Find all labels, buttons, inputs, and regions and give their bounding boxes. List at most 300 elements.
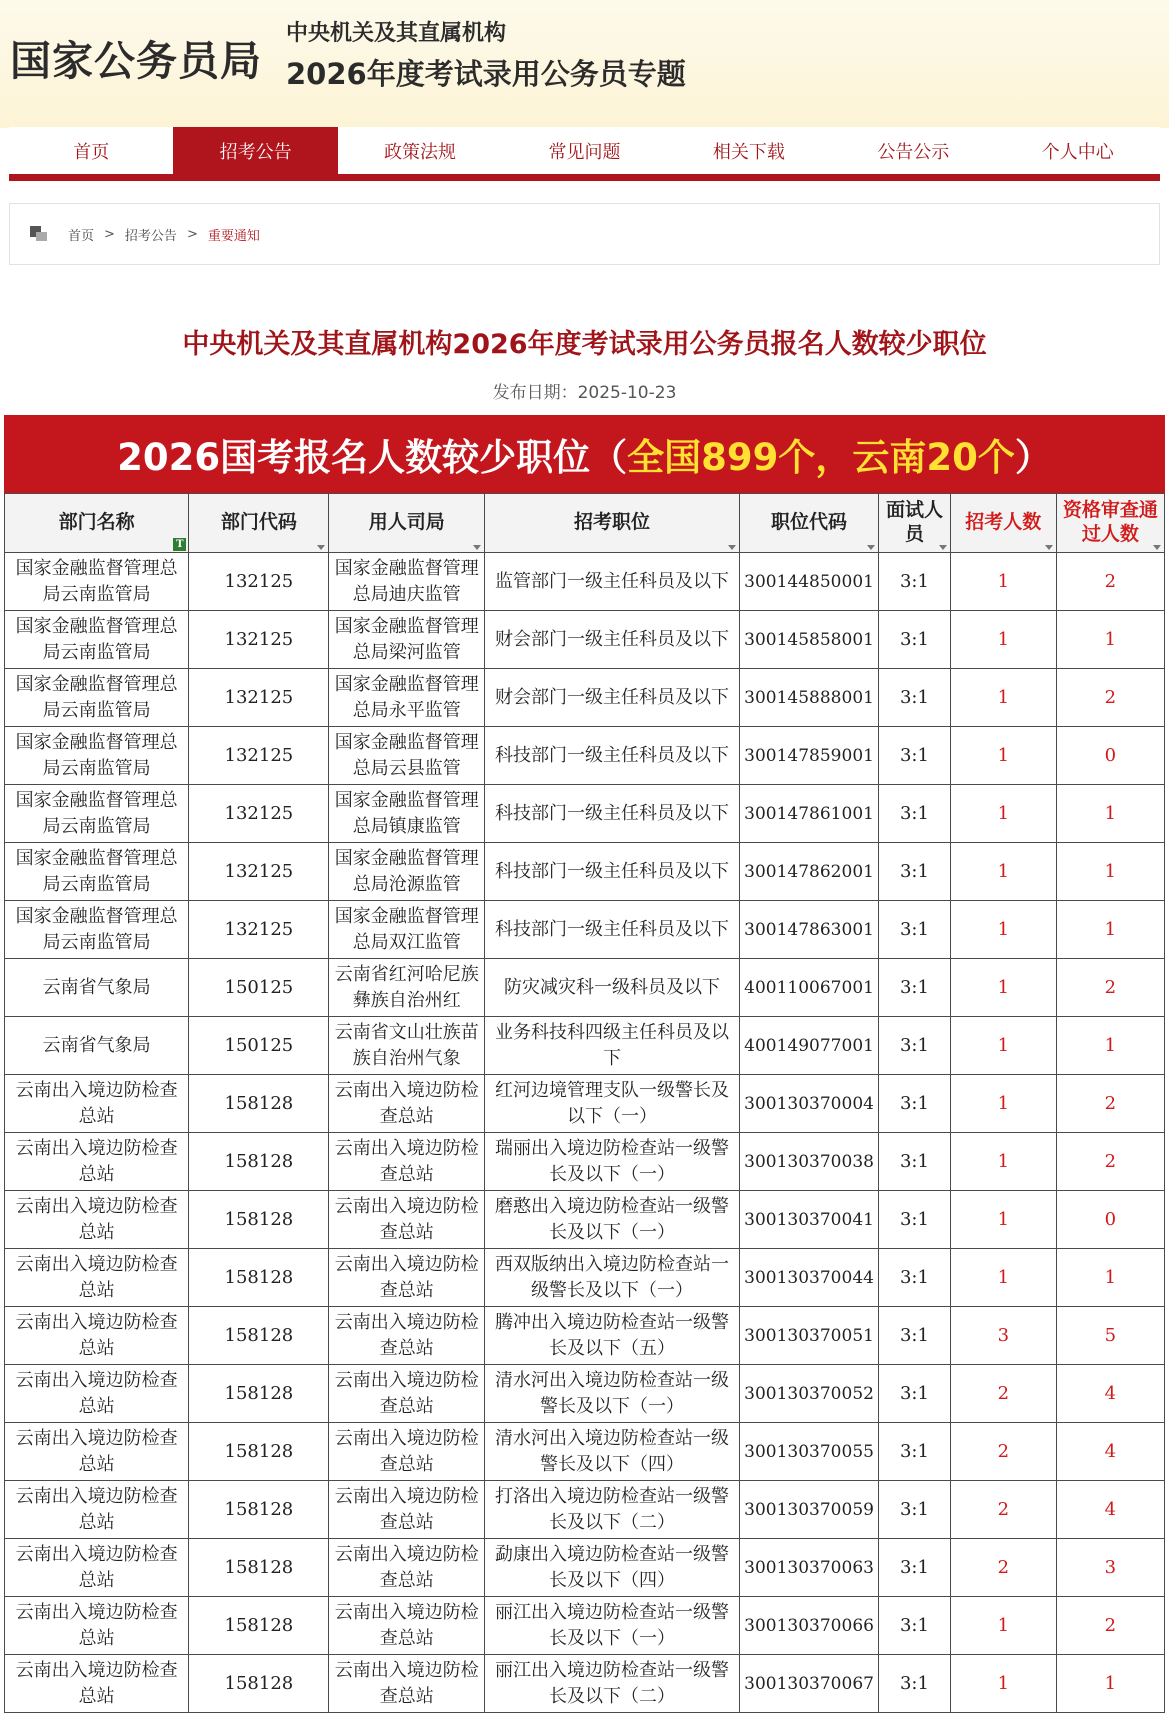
- banner-text-end: ）: [1014, 436, 1052, 479]
- cell-text: 云南出入境边防检查总站: [15, 1601, 178, 1649]
- cell-text: 158128: [224, 1440, 294, 1462]
- cell-qualified-count: [1056, 1017, 1164, 1075]
- column-header-hiring-bureau: [329, 494, 485, 553]
- cell-interview-ratio: [879, 1423, 951, 1481]
- cell-interview-ratio: [879, 1597, 951, 1655]
- cell-position: [485, 1365, 740, 1423]
- breadcrumb-home[interactable]: 首页: [68, 228, 95, 244]
- table-row: [5, 1133, 1165, 1191]
- cell-department-name: [5, 1655, 189, 1713]
- filter-active-icon[interactable]: T: [173, 538, 186, 551]
- cell-department-code: [189, 1655, 329, 1713]
- cell-text: 1: [1104, 802, 1117, 824]
- cell-text: 300147863001: [744, 919, 874, 940]
- cell-qualified-count: [1056, 553, 1164, 611]
- cell-text: 1: [997, 1034, 1010, 1056]
- cell-qualified-count: [1056, 1423, 1164, 1481]
- cell-hiring-bureau: [329, 669, 485, 727]
- cell-department-name: [5, 1597, 189, 1655]
- cell-text: 瑞丽出入境边防检查站一级警长及以下（一）: [495, 1137, 730, 1185]
- cell-text: 3:1: [899, 1672, 929, 1694]
- table-row: [5, 1017, 1165, 1075]
- main-nav: [9, 127, 1160, 181]
- cell-text: 国家金融监督管理总局云南监管局: [15, 557, 178, 605]
- table-row: [5, 1307, 1165, 1365]
- cell-hiring-bureau: [329, 727, 485, 785]
- cell-text: 国家金融监督管理总局永平监管: [334, 673, 479, 721]
- cell-position: [485, 611, 740, 669]
- cell-text: 云南出入境边防检查总站: [334, 1659, 479, 1707]
- cell-text: 防灾减灾科一级科员及以下: [504, 976, 721, 998]
- nav-item-policies[interactable]: 政策法规: [384, 141, 457, 163]
- cell-position-code: [740, 1423, 879, 1481]
- nav-item-announcements[interactable]: 公告公示: [877, 141, 950, 163]
- cell-department-code: [189, 959, 329, 1017]
- cell-text: 150125: [224, 1034, 294, 1056]
- cell-department-name: [5, 553, 189, 611]
- site-header: [0, 0, 1169, 128]
- cell-text: 300130370051: [744, 1325, 874, 1346]
- cell-department-name: [5, 727, 189, 785]
- banner-text: 2026国考报名人数较少职位（: [117, 436, 628, 479]
- table-row: [5, 901, 1165, 959]
- cell-department-name: [5, 1423, 189, 1481]
- cell-text: 西双版纳出入境边防检查站一级警长及以下（一）: [495, 1253, 730, 1301]
- cell-text: 4: [1104, 1498, 1117, 1520]
- cell-text: 国家金融监督管理总局镇康监管: [334, 789, 479, 837]
- cell-hiring-bureau: [329, 1597, 485, 1655]
- cell-qualified-count: [1056, 1133, 1164, 1191]
- cell-position-code: [740, 1655, 879, 1713]
- cell-position-code: [740, 843, 879, 901]
- summary-banner: [4, 415, 1165, 493]
- cell-recruit-count: [950, 843, 1056, 901]
- cell-text: 3:1: [899, 1324, 929, 1346]
- table-row: [5, 1481, 1165, 1539]
- breadcrumb-current[interactable]: 重要通知: [207, 228, 260, 244]
- positions-table-container: [4, 493, 1165, 1713]
- cell-position: [485, 843, 740, 901]
- cell-text: 丽江出入境边防检查站一级警长及以下（二）: [495, 1659, 730, 1707]
- cell-interview-ratio: [879, 1249, 951, 1307]
- cell-interview-ratio: [879, 727, 951, 785]
- cell-text: 1: [997, 802, 1010, 824]
- cell-text: 132125: [224, 570, 294, 592]
- column-header-recruit-count: [950, 494, 1056, 553]
- cell-text: 1: [1104, 1672, 1117, 1694]
- cell-text: 5: [1104, 1324, 1117, 1346]
- cell-position-code: [740, 1365, 879, 1423]
- breadcrumb-separator: >: [104, 226, 115, 242]
- nav-item-recruitment-notices[interactable]: 招考公告: [173, 127, 337, 174]
- cell-text: 158128: [224, 1556, 294, 1578]
- cell-text: 3:1: [899, 570, 929, 592]
- site-subtitle: 中央机关及其直属机构: [286, 21, 507, 46]
- column-header-department-code: [189, 494, 329, 553]
- breadcrumb-recruitment[interactable]: 招考公告: [124, 228, 177, 244]
- cell-recruit-count: [950, 1655, 1056, 1713]
- cell-text: 勐康出入境边防检查站一级警长及以下（四）: [495, 1543, 730, 1591]
- column-header-label: 部门代码: [220, 511, 297, 534]
- publish-date-value: 2025-10-23: [577, 383, 677, 403]
- cell-department-name: [5, 959, 189, 1017]
- table-row: [5, 843, 1165, 901]
- cell-department-code: [189, 843, 329, 901]
- cell-text: 3:1: [899, 976, 929, 998]
- cell-hiring-bureau: [329, 611, 485, 669]
- cell-text: 300130370059: [744, 1499, 874, 1520]
- site-topic-title: 2026年度考试录用公务员专题: [286, 57, 686, 91]
- cell-text: 业务科技科四级主任科员及以下: [495, 1021, 730, 1069]
- cell-position-code: [740, 901, 879, 959]
- cell-department-code: [189, 1017, 329, 1075]
- column-header-department-name: [5, 494, 189, 553]
- cell-text: 1: [997, 976, 1010, 998]
- cell-text: 1: [997, 1266, 1010, 1288]
- cell-text: 云南出入境边防检查总站: [334, 1485, 479, 1533]
- cell-text: 132125: [224, 802, 294, 824]
- cell-department-code: [189, 727, 329, 785]
- cell-department-code: [189, 1423, 329, 1481]
- column-header-label: 资格审查通过人数: [1062, 499, 1158, 545]
- cell-text: 3:1: [899, 1034, 929, 1056]
- cell-qualified-count: [1056, 901, 1164, 959]
- cell-text: 2: [1104, 570, 1117, 592]
- cell-department-name: [5, 1539, 189, 1597]
- breadcrumb: [9, 203, 1160, 265]
- cell-text: 云南出入境边防检查总站: [334, 1137, 479, 1185]
- cell-text: 云南出入境边防检查总站: [15, 1253, 178, 1301]
- banner-highlight: 全国899个，云南20个: [627, 436, 1015, 479]
- cell-interview-ratio: [879, 669, 951, 727]
- cell-text: 云南出入境边防检查总站: [15, 1369, 178, 1417]
- cell-text: 2: [1104, 1150, 1117, 1172]
- cell-interview-ratio: [879, 843, 951, 901]
- cell-hiring-bureau: [329, 1133, 485, 1191]
- cell-qualified-count: [1056, 785, 1164, 843]
- cell-text: 丽江出入境边防检查站一级警长及以下（一）: [495, 1601, 730, 1649]
- cell-text: 2: [997, 1556, 1010, 1578]
- filter-dropdown-icon[interactable]: [473, 545, 481, 550]
- cell-text: 132125: [224, 686, 294, 708]
- cell-text: 云南出入境边防检查总站: [15, 1195, 178, 1243]
- table-row: [5, 1249, 1165, 1307]
- cell-interview-ratio: [879, 611, 951, 669]
- table-row: [5, 669, 1165, 727]
- cell-text: 1: [997, 1092, 1010, 1114]
- cell-text: 300130370041: [744, 1209, 874, 1230]
- cell-text: 云南出入境边防检查总站: [15, 1659, 178, 1707]
- cell-text: 4: [1104, 1440, 1117, 1462]
- cell-text: 1: [997, 1208, 1010, 1230]
- cell-text: 国家金融监督管理总局云南监管局: [15, 731, 178, 779]
- cell-department-name: [5, 1481, 189, 1539]
- cell-text: 300130370052: [744, 1383, 874, 1404]
- cell-position-code: [740, 1133, 879, 1191]
- cell-position: [485, 901, 740, 959]
- cell-text: 2: [997, 1440, 1010, 1462]
- cell-position-code: [740, 785, 879, 843]
- cell-text: 1: [997, 918, 1010, 940]
- cell-department-code: [189, 669, 329, 727]
- cell-text: 云南出入境边防检查总站: [334, 1311, 479, 1359]
- column-header-label: 职位代码: [771, 511, 848, 534]
- cell-text: 3:1: [899, 918, 929, 940]
- cell-qualified-count: [1056, 1365, 1164, 1423]
- cell-text: 国家金融监督管理总局双江监管: [334, 905, 479, 953]
- cell-recruit-count: [950, 1597, 1056, 1655]
- cell-department-name: [5, 1017, 189, 1075]
- cell-text: 国家金融监督管理总局云南监管局: [15, 789, 178, 837]
- cell-position-code: [740, 611, 879, 669]
- nav-item-home[interactable]: 首页: [73, 141, 110, 163]
- cell-department-code: [189, 901, 329, 959]
- cell-text: 3:1: [899, 744, 929, 766]
- cell-text: 3: [997, 1324, 1010, 1346]
- cell-recruit-count: [950, 1133, 1056, 1191]
- cell-text: 1: [997, 628, 1010, 650]
- cell-text: 2: [997, 1382, 1010, 1404]
- cell-text: 300147861001: [744, 803, 874, 824]
- cell-text: 云南出入境边防检查总站: [15, 1137, 178, 1185]
- cell-interview-ratio: [879, 1017, 951, 1075]
- cell-position: [485, 1133, 740, 1191]
- nav-item-downloads[interactable]: 相关下载: [712, 141, 785, 163]
- cell-department-code: [189, 1307, 329, 1365]
- cell-text: 1: [997, 686, 1010, 708]
- cell-text: 300145888001: [744, 687, 874, 708]
- cell-department-name: [5, 611, 189, 669]
- cell-text: 1: [997, 1614, 1010, 1636]
- cell-department-code: [189, 611, 329, 669]
- column-header-label: 招考职位: [574, 511, 651, 534]
- cell-text: 3:1: [899, 802, 929, 824]
- filter-dropdown-icon[interactable]: [939, 545, 947, 550]
- table-row: [5, 1539, 1165, 1597]
- cell-text: 1: [1104, 1266, 1117, 1288]
- cell-qualified-count: [1056, 611, 1164, 669]
- cell-position: [485, 1249, 740, 1307]
- cell-text: 132125: [224, 744, 294, 766]
- article-title: 中央机关及其直属机构2026年度考试录用公务员报名人数较少职位: [182, 329, 987, 360]
- filter-dropdown-icon[interactable]: [867, 545, 875, 550]
- cell-hiring-bureau: [329, 1655, 485, 1713]
- cell-recruit-count: [950, 1017, 1056, 1075]
- cell-text: 国家金融监督管理总局云南监管局: [15, 847, 178, 895]
- cell-qualified-count: [1056, 669, 1164, 727]
- cell-department-name: [5, 1365, 189, 1423]
- cell-text: 云南出入境边防检查总站: [334, 1369, 479, 1417]
- cell-text: 300144850001: [744, 571, 874, 592]
- cell-text: 3:1: [899, 686, 929, 708]
- cell-position: [485, 1597, 740, 1655]
- cell-department-name: [5, 785, 189, 843]
- cell-qualified-count: [1056, 1075, 1164, 1133]
- cell-qualified-count: [1056, 1191, 1164, 1249]
- cell-text: 158128: [224, 1324, 294, 1346]
- cell-position-code: [740, 1075, 879, 1133]
- cell-position: [485, 1075, 740, 1133]
- cell-department-code: [189, 553, 329, 611]
- cell-position-code: [740, 553, 879, 611]
- column-header-position: [485, 494, 740, 553]
- cell-recruit-count: [950, 611, 1056, 669]
- cell-department-name: [5, 1249, 189, 1307]
- table-row: [5, 553, 1165, 611]
- cell-qualified-count: [1056, 1597, 1164, 1655]
- cell-interview-ratio: [879, 1307, 951, 1365]
- cell-text: 腾冲出入境边防检查站一级警长及以下（五）: [495, 1311, 730, 1359]
- cell-text: 云南省文山壮族苗族自治州气象: [334, 1021, 479, 1069]
- cell-position: [485, 1191, 740, 1249]
- cell-hiring-bureau: [329, 553, 485, 611]
- cell-qualified-count: [1056, 1249, 1164, 1307]
- cell-position: [485, 669, 740, 727]
- cell-text: 国家金融监督管理总局云南监管局: [15, 673, 178, 721]
- publish-date: [0, 378, 1169, 403]
- cell-interview-ratio: [879, 901, 951, 959]
- cell-hiring-bureau: [329, 1075, 485, 1133]
- cell-text: 清水河出入境边防检查站一级警长及以下（四）: [495, 1427, 730, 1475]
- cell-position: [485, 553, 740, 611]
- cell-text: 科技部门一级主任科员及以下: [495, 802, 730, 824]
- cell-department-name: [5, 1075, 189, 1133]
- breadcrumb-separator: >: [186, 226, 198, 242]
- column-header-position-code: [740, 494, 879, 553]
- cell-text: 158128: [224, 1208, 294, 1230]
- cell-text: 1: [997, 1672, 1010, 1694]
- cell-recruit-count: [950, 901, 1056, 959]
- cell-text: 2: [1104, 1614, 1117, 1636]
- cell-text: 3:1: [899, 1092, 929, 1114]
- table-row: [5, 959, 1165, 1017]
- filter-dropdown-icon[interactable]: [317, 545, 325, 550]
- cell-hiring-bureau: [329, 901, 485, 959]
- cell-department-code: [189, 1249, 329, 1307]
- cell-text: 国家金融监督管理总局梁河监管: [334, 615, 479, 663]
- cell-recruit-count: [950, 1249, 1056, 1307]
- table-row: [5, 1365, 1165, 1423]
- cell-department-name: [5, 1191, 189, 1249]
- cell-department-code: [189, 1365, 329, 1423]
- cell-hiring-bureau: [329, 1307, 485, 1365]
- cell-text: 3:1: [899, 1208, 929, 1230]
- cell-hiring-bureau: [329, 785, 485, 843]
- cell-text: 158128: [224, 1672, 294, 1694]
- column-header-label: 部门名称: [58, 511, 135, 534]
- cell-interview-ratio: [879, 1075, 951, 1133]
- cell-text: 云南出入境边防检查总站: [15, 1311, 178, 1359]
- cell-text: 财会部门一级主任科员及以下: [495, 686, 730, 708]
- cell-text: 2: [997, 1498, 1010, 1520]
- cell-qualified-count: [1056, 1481, 1164, 1539]
- cell-hiring-bureau: [329, 1365, 485, 1423]
- table-row: [5, 1597, 1165, 1655]
- cell-position-code: [740, 669, 879, 727]
- cell-text: 国家金融监督管理总局沧源监管: [334, 847, 479, 895]
- cell-department-code: [189, 1481, 329, 1539]
- cell-text: 4: [1104, 1382, 1117, 1404]
- cell-position-code: [740, 1307, 879, 1365]
- cell-hiring-bureau: [329, 843, 485, 901]
- cell-recruit-count: [950, 785, 1056, 843]
- cell-text: 300147859001: [744, 745, 874, 766]
- filter-dropdown-icon[interactable]: [728, 545, 736, 550]
- cell-text: 3:1: [899, 1556, 929, 1578]
- filter-dropdown-icon[interactable]: [1045, 545, 1053, 550]
- table-row: [5, 785, 1165, 843]
- cell-hiring-bureau: [329, 1423, 485, 1481]
- cell-position: [485, 1423, 740, 1481]
- column-header-label: 招考人数: [965, 511, 1042, 534]
- cell-text: 1: [1104, 628, 1117, 650]
- cell-hiring-bureau: [329, 1481, 485, 1539]
- cell-text: 2: [1104, 976, 1117, 998]
- cell-position: [485, 959, 740, 1017]
- cell-text: 1: [997, 860, 1010, 882]
- cell-interview-ratio: [879, 1133, 951, 1191]
- table-row: [5, 1423, 1165, 1481]
- filter-dropdown-icon[interactable]: [1153, 545, 1161, 550]
- cell-text: 云南出入境边防检查总站: [334, 1253, 479, 1301]
- cell-text: 158128: [224, 1092, 294, 1114]
- nav-item-personal-center[interactable]: 个人中心: [1041, 141, 1114, 163]
- cell-position-code: [740, 1017, 879, 1075]
- cell-qualified-count: [1056, 1307, 1164, 1365]
- cell-position-code: [740, 1539, 879, 1597]
- nav-item-faq[interactable]: 常见问题: [548, 141, 621, 163]
- cell-qualified-count: [1056, 1539, 1164, 1597]
- cell-recruit-count: [950, 1075, 1056, 1133]
- cell-text: 158128: [224, 1266, 294, 1288]
- cell-position-code: [740, 1597, 879, 1655]
- cell-text: 300130370044: [744, 1267, 874, 1288]
- cell-hiring-bureau: [329, 1191, 485, 1249]
- site-logo-title[interactable]: 国家公务员局: [10, 37, 262, 85]
- cell-text: 3: [1104, 1556, 1117, 1578]
- cell-recruit-count: [950, 727, 1056, 785]
- cell-text: 3:1: [899, 628, 929, 650]
- cell-position-code: [740, 1481, 879, 1539]
- cell-recruit-count: [950, 1307, 1056, 1365]
- cell-recruit-count: [950, 1423, 1056, 1481]
- cell-text: 云南出入境边防检查总站: [15, 1485, 178, 1533]
- table-row: [5, 727, 1165, 785]
- cell-text: 磨憨出入境边防检查站一级警长及以下（一）: [495, 1195, 730, 1243]
- cell-text: 云南省红河哈尼族彝族自治州红: [334, 963, 479, 1011]
- cell-interview-ratio: [879, 1655, 951, 1713]
- cell-text: 打洛出入境边防检查站一级警长及以下（二）: [495, 1485, 730, 1533]
- cell-text: 3:1: [899, 1150, 929, 1172]
- cell-text: 监管部门一级主任科员及以下: [495, 570, 730, 592]
- cell-text: 3:1: [899, 1382, 929, 1404]
- cell-text: 1: [1104, 860, 1117, 882]
- cell-hiring-bureau: [329, 959, 485, 1017]
- column-header-interview-ratio: [879, 494, 951, 553]
- cell-hiring-bureau: [329, 1017, 485, 1075]
- cell-position: [485, 1539, 740, 1597]
- cell-text: 300130370067: [744, 1673, 874, 1694]
- cell-interview-ratio: [879, 1191, 951, 1249]
- cell-text: 财会部门一级主任科员及以下: [495, 628, 730, 650]
- cell-text: 1: [1104, 918, 1117, 940]
- cell-position-code: [740, 727, 879, 785]
- cell-position: [485, 1481, 740, 1539]
- cell-text: 150125: [224, 976, 294, 998]
- cell-interview-ratio: [879, 1539, 951, 1597]
- cell-interview-ratio: [879, 959, 951, 1017]
- cell-position: [485, 727, 740, 785]
